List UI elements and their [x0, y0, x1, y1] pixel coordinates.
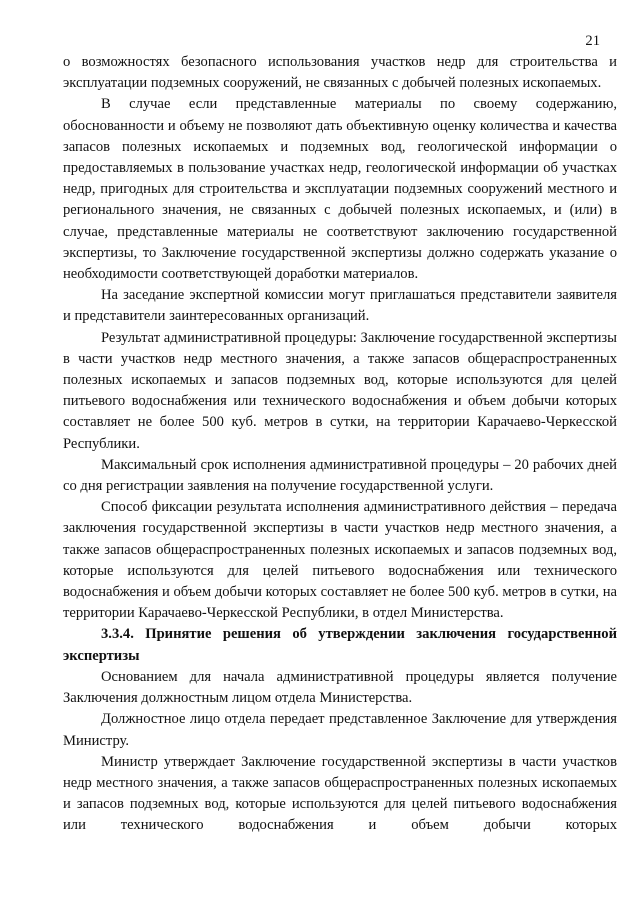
paragraph-continuation: о возможностях безопасного использования участков недр для строительства и эксплуатации подземных сооружений, не связанных с добычей полезных ископаемых. — [63, 54, 617, 92]
paragraph-procedure-result: Результат административной процедуры: Заключение государственной экспертизы в части участков недр местного значения, а также запасов общераспространенных полезных ископаемых и запасов подземных вод, которые используются для целей питьевого водоснабжения или технического водоснабжения и объем добычи которых составляет не более 500 куб. метров в сутки, на территории Карачаево-Черкесской Республики. — [63, 329, 617, 452]
paragraph-revision-requirement: В случае если представленные материалы по своему содержанию, обоснованности и объему не позволяют дать объективную оценку количества и качества запасов полезных ископаемых и подземных вод, геологической информации о предоставляемых в пользование участках недр, геологической информации об участках недр, пригодных для строительства и эксплуатации подземных сооружений местного и регионального значения, не связанных с добычей полезных ископаемых, и (или) в случае, представленные материалы не соответствуют заключению государственной экспертизы, то Заключение государственной экспертизы должно содержать указание о необходимости соответствующей доработки материалов. — [63, 96, 617, 283]
paragraph-official-transfer: Должностное лицо отдела передает представленное Заключение для утверждения Министру. — [63, 711, 617, 749]
page-number: 21 — [585, 33, 600, 49]
paragraph-result-fixation: Способ фиксации результата исполнения административного действия – передача заключения государственной экспертизы в части участков недр местного значения, а также запасов общераспространенных полезных ископаемых и запасов подземных вод, которые используются для целей питьевого водоснабжения или технического водоснабжения и объем добычи которых составляет не более 500 куб. метров в сутки, на территории Карачаево-Черкесской Республики, в отдел Министерства. — [63, 499, 617, 622]
paragraph-minister-approval: Министр утверждает Заключение государственной экспертизы в части участков недр местного значения, а также запасов общераспространенных полезных ископаемых и запасов подземных вод, которые используются для целей питьевого водоснабжения или технического водоснабжения и объем добычи которых — [63, 753, 617, 834]
paragraph-max-duration: Максимальный срок исполнения административной процедуры – 20 рабочих дней со дня регистрации заявления на получение государственной услуги. — [63, 456, 617, 495]
document-body — [63, 52, 617, 837]
paragraph-commission-meeting: На заседание экспертной комиссии могут приглашаться представители заявителя и представители заинтересованных организаций. — [63, 287, 617, 325]
section-heading: 3.3.4. Принятие решения об утверждении заключения государственной экспертизы — [63, 626, 617, 664]
paragraph-procedure-basis: Основанием для начала административной процедуры является получение Заключения должностным лицом отдела Министерства. — [63, 668, 617, 707]
